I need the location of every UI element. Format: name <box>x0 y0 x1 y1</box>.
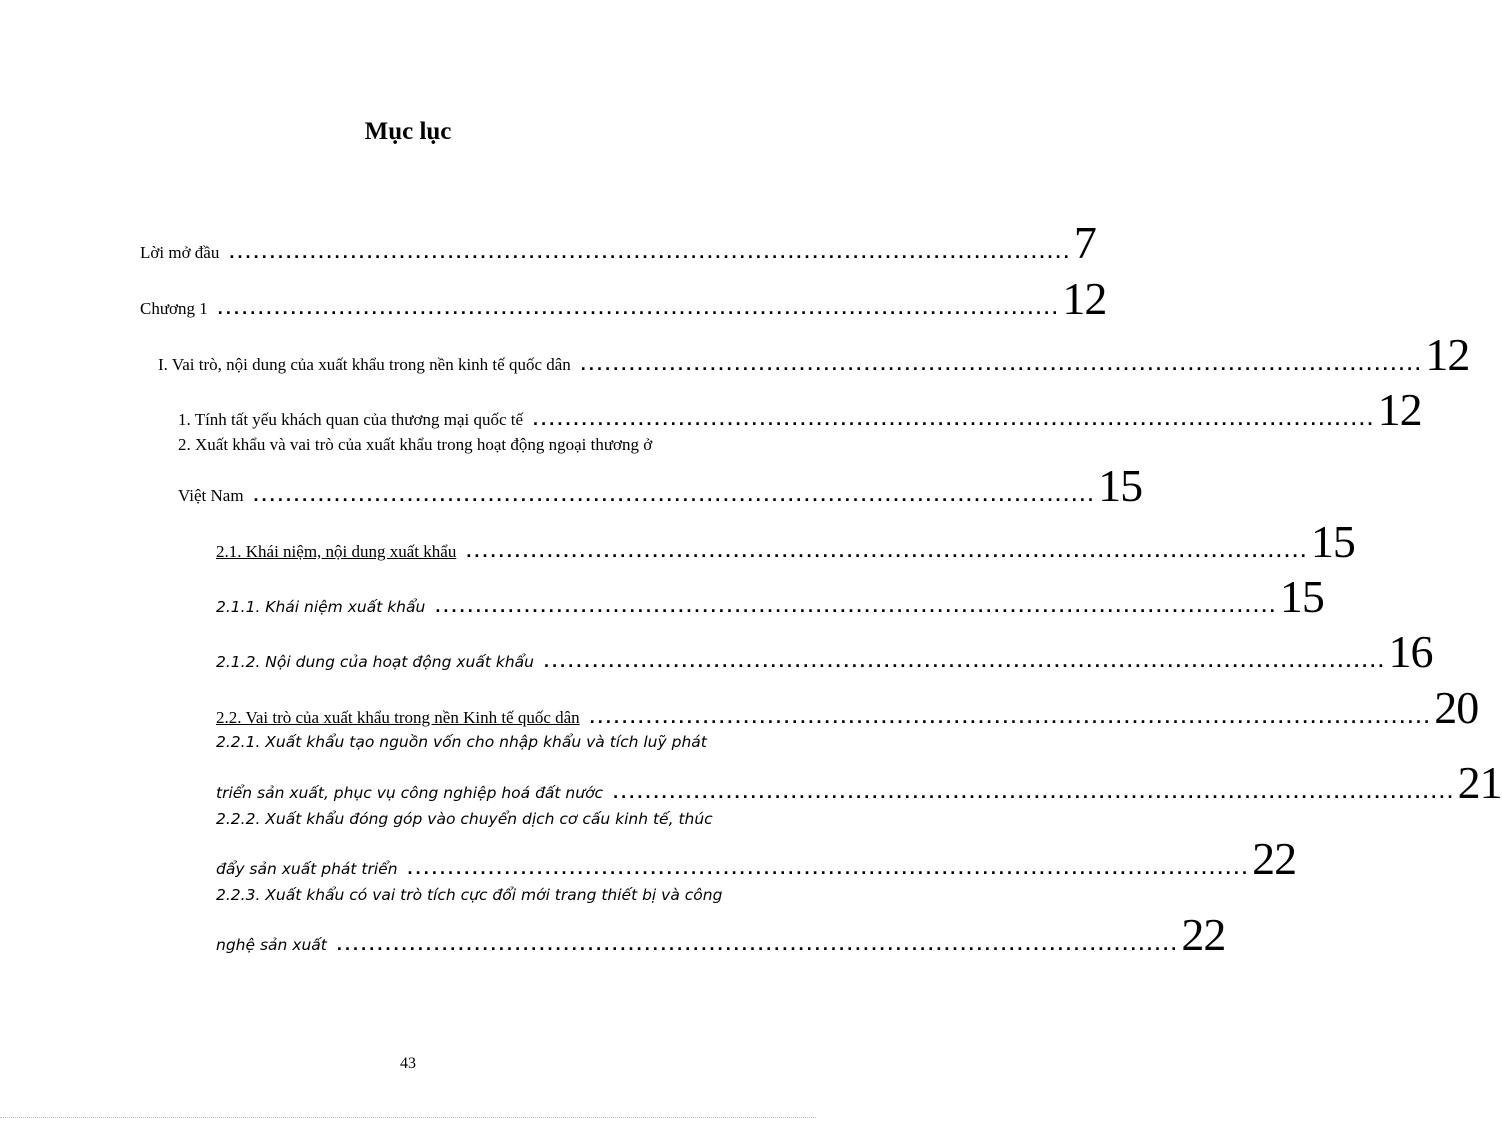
toc-entry-2-2-2[interactable] <box>216 833 1297 884</box>
toc-entry-1[interactable] <box>178 384 1422 435</box>
toc-entry-2-2-2-line1[interactable]: 2.2.2. Xuất khẩu đóng góp vào chuyển dịch cơ cấu kinh tế, thúc <box>216 810 713 828</box>
toc-page-number: 12 <box>1425 329 1470 380</box>
toc-page-number: 12 <box>1062 273 1107 324</box>
toc-page-number: 21 <box>1457 757 1502 808</box>
toc-entry-label: Việt Nam <box>178 486 244 505</box>
toc-entry-2-2-3[interactable] <box>216 909 1226 960</box>
dot-leader: ........................................................................................................ <box>253 485 1097 505</box>
toc-entry-2-2[interactable] <box>216 682 1479 733</box>
toc-entry-label: Chương 1 <box>140 299 208 318</box>
toc-page-number: 20 <box>1434 682 1479 733</box>
dot-leader: ........................................................................................................ <box>466 541 1309 561</box>
dot-leader: ........................................................................................................ <box>589 707 1433 727</box>
dot-leader: ........................................................................................................ <box>613 782 1456 802</box>
toc-entry-intro[interactable] <box>140 217 1096 268</box>
toc-entry-2-2-1-line1[interactable]: 2.2.1. Xuất khẩu tạo nguồn vốn cho nhập khẩu và tích luỹ phát <box>216 733 707 751</box>
dot-leader: ........................................................................................................ <box>435 596 1278 616</box>
dot-leader: ........................................................................................................ <box>580 354 1424 374</box>
toc-entry-2-2-3-line1[interactable]: 2.2.3. Xuất khẩu có vai trò tích cực đổi mới trang thiết bị và công <box>216 886 723 904</box>
toc-entry-2-1[interactable] <box>216 516 1355 567</box>
toc-entry-label: I. Vai trò, nội dung của xuất khẩu trong nền kinh tế quốc dân <box>158 355 571 374</box>
dot-leader: ........................................................................................................ <box>229 242 1072 262</box>
toc-page-number: 22 <box>1252 833 1297 884</box>
toc-page-number: 16 <box>1388 626 1433 677</box>
toc-page-number: 15 <box>1310 516 1355 567</box>
page-number: 43 <box>400 1055 416 1072</box>
dot-leader: ........................................................................................................ <box>543 651 1387 671</box>
toc-entry-label: nghệ sản xuất <box>216 936 327 954</box>
toc-entry-label: đẩy sản xuất phát triển <box>216 860 398 878</box>
page-bottom-divider <box>0 1117 816 1118</box>
page-title: Mục lục <box>364 118 452 145</box>
toc-page-number: 12 <box>1377 384 1422 435</box>
dot-leader: ........................................................................................................ <box>217 298 1061 318</box>
toc-entry-label: 2.1.1. Khái niệm xuất khẩu <box>216 598 426 616</box>
toc-entry-section-i[interactable] <box>158 329 1470 380</box>
toc-entry-2[interactable] <box>178 460 1143 511</box>
toc-entry-2-1-1[interactable] <box>216 571 1324 622</box>
dot-leader: ........................................................................................................ <box>407 858 1251 878</box>
toc-entry-label: Lời mở đầu <box>140 243 220 262</box>
toc-entry-label: 2.1.2. Nội dung của hoạt động xuất khẩu <box>216 653 534 671</box>
toc-entry-label: 2.2. Vai trò của xuất khẩu trong nền Kinh tế quốc dân <box>216 708 580 727</box>
toc-page-number: 7 <box>1073 217 1096 268</box>
toc-page-number: 15 <box>1098 460 1143 511</box>
toc-page-number: 15 <box>1279 571 1324 622</box>
toc-page-number: 22 <box>1181 909 1226 960</box>
dot-leader: ........................................................................................................ <box>336 934 1180 954</box>
toc-entry-label: 2.1. Khái niệm, nội dung xuất khẩu <box>216 542 457 561</box>
toc-entry-label: 1. Tính tất yếu khách quan của thương mại quốc tế <box>178 410 524 429</box>
toc-entry-chapter-1[interactable] <box>140 273 1107 324</box>
toc-entry-label: triển sản xuất, phục vụ công nghiệp hoá đất nước <box>216 784 604 802</box>
toc-entry-2-2-1[interactable] <box>216 757 1502 808</box>
dot-leader: ........................................................................................................ <box>533 409 1376 429</box>
toc-entry-2-1-2[interactable] <box>216 626 1433 677</box>
toc-entry-2-line1[interactable]: 2. Xuất khẩu và vai trò của xuất khẩu trong hoạt động ngoại thương ở <box>178 435 653 454</box>
